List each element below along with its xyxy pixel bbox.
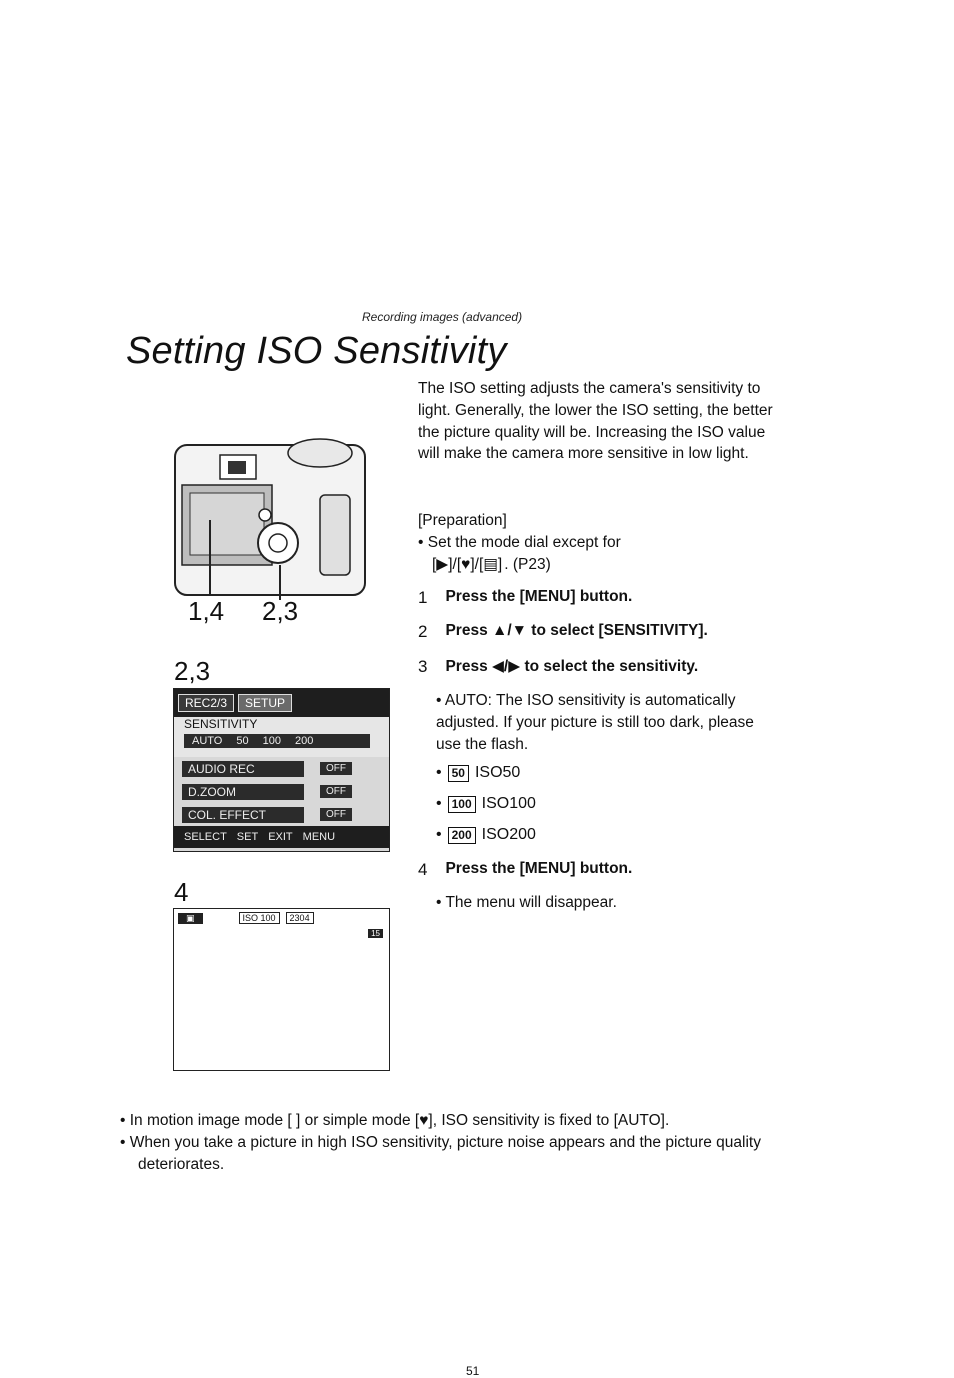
menu-row-value: OFF — [320, 785, 352, 798]
menu-row-value: OFF — [320, 808, 352, 821]
menu-row-value: OFF — [320, 762, 352, 775]
sensitivity-value: 200 — [294, 735, 314, 747]
camera-illustration — [170, 415, 375, 610]
iso-icon: 200 — [448, 827, 476, 844]
playback-icon: [▶]/[♥]/[▤] — [432, 555, 503, 573]
menu-figure-label: 2,3 — [174, 656, 211, 686]
sensitivity-value: AUTO — [192, 735, 223, 747]
menu-row — [174, 780, 389, 803]
menu-row-label: COL. EFFECT — [182, 807, 304, 823]
menu-bottom-bar — [174, 826, 389, 848]
step-number: 1 — [418, 588, 428, 607]
preparation — [418, 510, 778, 575]
step-3 — [418, 657, 698, 677]
step-number: 3 — [418, 657, 428, 676]
page-title: Setting ISO Sensitivity — [126, 330, 507, 372]
step-text: Press ◀/▶ to select the sensitivity. — [445, 658, 699, 675]
display-figure-label: 4 — [174, 877, 189, 907]
step-text: Press the [MENU] button. — [445, 860, 633, 877]
footer-note: • When you take a picture in high ISO sensitivity, picture noise appears and the picture quality deteriorates. — [120, 1134, 761, 1173]
tab-setup: SETUP — [238, 694, 292, 712]
step-number: 2 — [418, 622, 428, 641]
step-1 — [418, 588, 632, 608]
camera-mode-icon: ▣ — [178, 913, 203, 924]
sensitivity-label: SENSITIVITY — [184, 717, 258, 731]
footer-note: • In motion image mode [ ] or simple mode [♥], ISO sensitivity is fixed to [AUTO]. — [120, 1112, 670, 1129]
preparation-suffix: . (P23) — [504, 555, 551, 573]
shot-count: 15 — [368, 929, 383, 938]
step-2 — [418, 622, 708, 642]
tab-rec: REC2/3 — [178, 694, 234, 712]
intro-text: The ISO setting adjusts the camera's sensitivity to light. Generally, the lower the ISO setting, the better the picture quality will be. Increasing the ISO value will make the camera more sensitive in low light. — [418, 380, 773, 463]
step-4-note: • The menu will disappear. — [436, 894, 617, 911]
menu-row — [174, 757, 389, 780]
menu-row-label: D.ZOOM — [182, 784, 304, 800]
menu-screen — [173, 688, 390, 852]
camera-label-menu: 1,4 — [188, 596, 225, 626]
camera-label-arrows: 2,3 — [262, 596, 299, 626]
menu-bottom-item: MENU — [302, 831, 336, 843]
menu-row-label: AUDIO REC — [182, 761, 304, 777]
sensitivity-value: 100 — [262, 735, 281, 747]
display-screen — [173, 908, 390, 1071]
sensitivity-value: 50 — [236, 735, 249, 747]
menu-row — [174, 803, 389, 826]
step-number: 4 — [418, 860, 428, 879]
preparation-bullet: • Set the mode dial except for — [418, 533, 621, 551]
menu-bottom-item: EXIT — [268, 831, 293, 843]
step-4 — [418, 860, 632, 880]
sensitivity-values — [184, 734, 370, 748]
preparation-modes — [418, 554, 778, 576]
iso-option: • 100 ISO100 — [436, 795, 536, 812]
iso-label: ISO100 — [481, 795, 536, 812]
iso-label: ISO50 — [474, 764, 521, 781]
iso-icon: 100 — [448, 796, 476, 813]
step-text: Press the [MENU] button. — [445, 588, 633, 605]
iso-option: • 50 ISO50 — [436, 764, 521, 781]
iso-indicator: ISO 100 — [239, 912, 280, 924]
sensitivity-row — [174, 717, 389, 757]
step-text: Press ▲/▼ to select [SENSITIVITY]. — [445, 622, 708, 639]
preparation-heading: [Preparation] — [418, 512, 507, 529]
auto-note: • AUTO: The ISO sensitivity is automatically adjusted. If your picture is still too dark, please use the flash. — [436, 692, 754, 753]
menu-bottom-item: SELECT — [184, 831, 227, 843]
section-label: Recording images (advanced) — [362, 310, 523, 324]
menu-bottom-item: SET — [236, 831, 259, 843]
resolution-indicator: 2304 — [286, 912, 314, 924]
iso-label: ISO200 — [481, 826, 536, 843]
iso-icon: 50 — [448, 765, 469, 782]
footer-notes — [120, 1110, 800, 1176]
page-number: 51 — [466, 1364, 480, 1378]
iso-option: • 200 ISO200 — [436, 826, 536, 843]
